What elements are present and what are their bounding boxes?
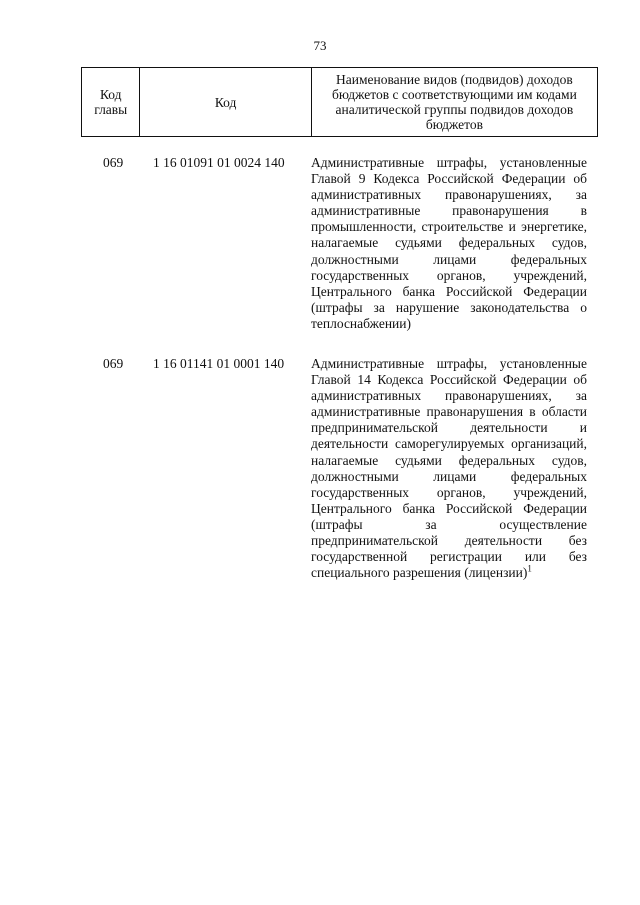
- header-name: Наименование видов (подвидов) доходов бюджетов с соответствующими им кодами аналитической группы подвидов доходов бюджетов: [311, 68, 597, 137]
- revenue-code: 1 16 01091 01 0024 140: [153, 155, 285, 170]
- chapter-code: 069: [103, 356, 124, 371]
- footnote-mark: 1: [527, 563, 532, 574]
- revenue-code: 1 16 01141 01 0001 140: [153, 356, 285, 371]
- header-chapter-code: Код главы: [82, 68, 140, 137]
- chapter-code: 069: [103, 155, 124, 170]
- description-text: Административные штрафы, установленные Главой 9 Кодекса Российской Федерации об административных правонарушениях, за административные правонарушения в промышленности, строительстве и энергетике, налагаемые судьями федеральных судов, должностными лицами федеральных государственных органов, учреждений, Центрального банка Российской Федерации (штрафы за нарушение законодательства о теплоснабжении): [311, 155, 587, 331]
- description-text: Административные штрафы, установленные Главой 14 Кодекса Российской Федерации об административных правонарушениях, за административные правонарушения в области предпринимательской деятельности и деятельности саморегулируемых организаций, налагаемые судьями федеральных судов, должностными лицами федеральных государственных органов, учреждений, Центрального банка Российской Федерации (штрафы за осуществление предпринимательской деятельности без государственной регистрации или без специального разрешения (лицензии): [311, 356, 587, 581]
- header-code: Код: [140, 68, 311, 137]
- revenue-description: [311, 356, 587, 581]
- page-number: 73: [313, 38, 327, 53]
- revenue-description: [311, 155, 587, 332]
- table-header: [81, 67, 598, 137]
